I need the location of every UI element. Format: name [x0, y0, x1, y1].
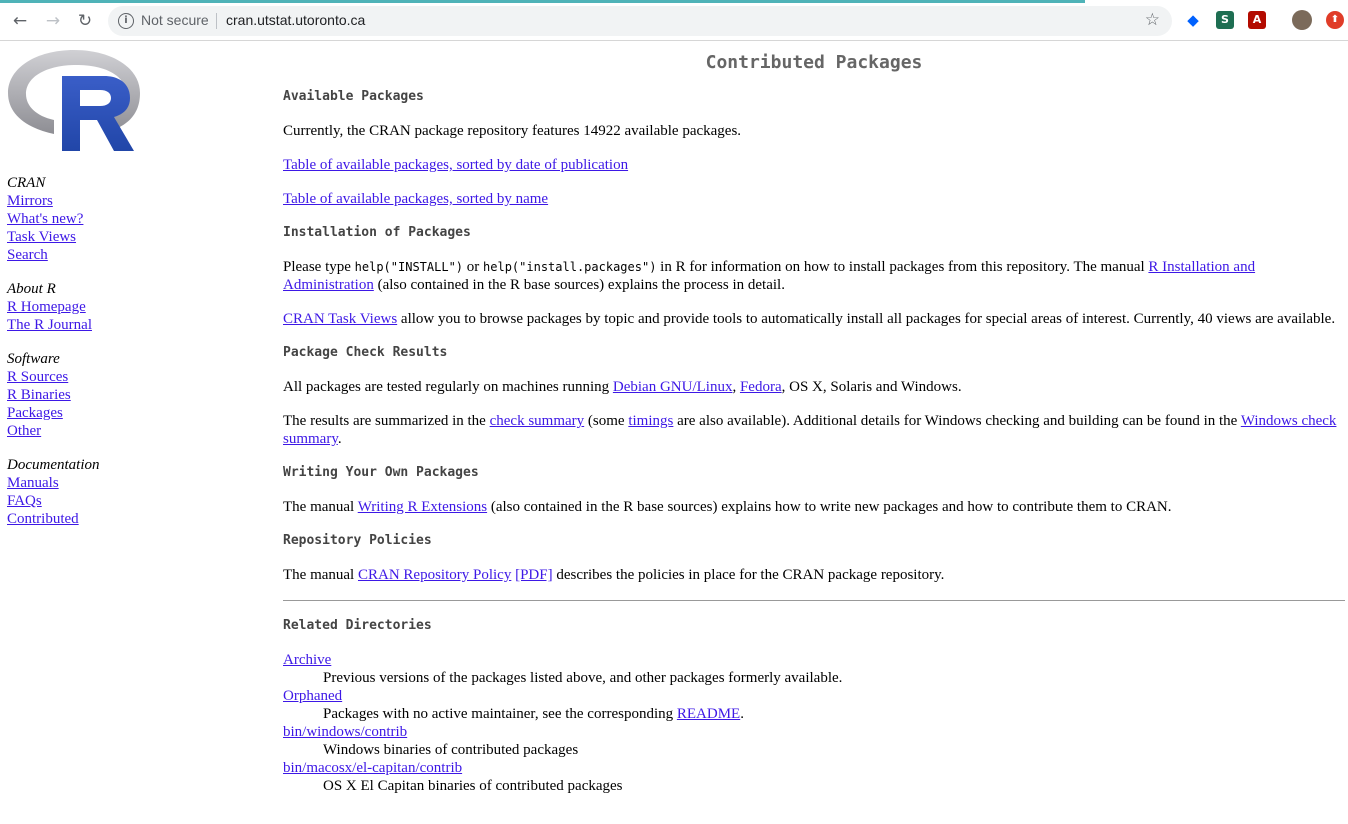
check-summary-paragraph [283, 412, 1345, 448]
text: The manual [283, 567, 358, 583]
link-orphaned[interactable]: Orphaned [283, 688, 343, 704]
forward-icon[interactable]: → [45, 11, 61, 31]
text: (also contained in the R base sources) explains the process in detail. [373, 277, 785, 293]
link-packages-by-name[interactable]: Table of available packages, sorted by name [283, 191, 549, 207]
list-item-description [323, 705, 1345, 723]
browser-toolbar [0, 0, 1348, 41]
text: describes the policies in place for the CRAN package repository. [552, 567, 945, 583]
link-packages-by-date[interactable]: Table of available packages, sorted by date of publication [283, 157, 629, 173]
avatar[interactable] [1292, 10, 1312, 30]
text: All packages are tested regularly on machines running [283, 379, 613, 395]
link-windows-check-summary[interactable]: Windows check summary [283, 413, 1337, 447]
list-item-description: Windows binaries of contributed packages [323, 742, 579, 758]
related-directories-list [283, 651, 1345, 795]
check-paragraph [283, 378, 1345, 396]
text: . [740, 706, 744, 722]
text: Please type [283, 259, 355, 275]
section-heading-available: Available Packages [283, 89, 424, 104]
link-bin-windows-contrib[interactable]: bin/windows/contrib [283, 724, 408, 740]
section-heading-writing: Writing Your Own Packages [283, 465, 479, 480]
list-item [283, 723, 1345, 741]
link-cran-repository-policy[interactable]: CRAN Repository Policy [357, 567, 512, 583]
code-help-install-packages: help("install.packages") [483, 260, 657, 274]
taskviews-paragraph [283, 310, 1345, 328]
link-check-summary[interactable]: check summary [489, 413, 585, 429]
sidebar-link-mirrors[interactable]: Mirrors [7, 193, 53, 209]
sidebar-group-software [7, 350, 207, 440]
main-content [283, 52, 1345, 795]
info-icon[interactable]: i [118, 13, 134, 29]
omnibox-divider [216, 13, 217, 29]
text: Packages with no active maintainer, see the corresponding [323, 706, 677, 722]
paragraph [283, 190, 1345, 208]
text: The results are summarized in the [283, 413, 490, 429]
text: (also contained in the R base sources) explains how to write new packages and how to contribute them to CRAN. [487, 499, 1172, 515]
paragraph [283, 156, 1345, 174]
list-item [283, 759, 1345, 777]
sidebar-heading: About R [7, 281, 56, 297]
r-logo [6, 48, 142, 154]
pdf-icon[interactable]: A [1248, 11, 1266, 29]
text: are also available). Additional details for Windows checking and building can be found in the [673, 413, 1241, 429]
sidebar-heading: CRAN [7, 175, 46, 191]
section-heading-related: Related Directories [283, 618, 432, 633]
link-r-installation-admin[interactable]: R Installation and Administration [283, 259, 1256, 293]
sidebar-link-other[interactable]: Other [7, 423, 42, 439]
available-count-text [283, 122, 1345, 140]
sidebar-link-faqs[interactable]: FAQs [7, 493, 42, 509]
url-text[interactable]: cran.utstat.utoronto.ca [226, 12, 366, 28]
reload-icon[interactable]: ↻ [77, 11, 93, 31]
sidebar-group-about [7, 280, 207, 334]
link-policy-pdf[interactable]: [PDF] [515, 567, 553, 583]
link-cran-task-views[interactable]: CRAN Task Views [283, 311, 398, 327]
back-icon[interactable]: ← [12, 11, 28, 31]
sidebar-link-packages[interactable]: Packages [7, 405, 63, 421]
list-item-description: OS X El Capitan binaries of contributed packages [323, 778, 623, 794]
sidebar-link-search[interactable]: Search [7, 247, 48, 263]
upload-extension-icon[interactable]: ⬆ [1326, 11, 1344, 29]
security-label[interactable]: Not secure [141, 12, 209, 28]
sidebar-link-task-views[interactable]: Task Views [7, 229, 77, 245]
text: , OS X, Solaris and Windows. [781, 379, 962, 395]
sidebar-link-r-homepage[interactable]: R Homepage [7, 299, 86, 315]
sidebar-heading: Software [7, 351, 60, 367]
section-heading-installation: Installation of Packages [283, 225, 471, 240]
section-heading-policies: Repository Policies [283, 533, 432, 548]
list-item-description: Previous versions of the packages listed above, and other packages formerly available. [323, 670, 843, 686]
link-bin-macosx-contrib[interactable]: bin/macosx/el-capitan/contrib [283, 760, 463, 776]
text: or [463, 259, 484, 275]
text: . [337, 431, 342, 447]
link-writing-r-extensions[interactable]: Writing R Extensions [357, 499, 488, 515]
link-fedora[interactable]: Fedora [739, 379, 782, 395]
sidebar-link-contributed[interactable]: Contributed [7, 511, 79, 527]
sidebar-link-r-journal[interactable]: The R Journal [7, 317, 92, 333]
text: , [732, 379, 740, 395]
page-load-progress [0, 0, 1085, 3]
section-heading-check-results: Package Check Results [283, 345, 448, 360]
sidebar-group-documentation [7, 456, 207, 528]
sidebar-link-r-sources[interactable]: R Sources [7, 369, 69, 385]
install-paragraph [283, 258, 1345, 294]
sidebar-nav [7, 174, 207, 544]
list-item [283, 651, 1345, 669]
sidebar-heading: Documentation [7, 457, 100, 473]
link-readme[interactable]: README [676, 706, 741, 722]
sidebar-link-whats-new[interactable]: What's new? [7, 211, 84, 227]
dropbox-icon[interactable]: ◆ [1187, 11, 1199, 29]
sidebar-group-cran [7, 174, 207, 264]
text: (some [584, 413, 629, 429]
address-bar[interactable] [108, 6, 1172, 36]
link-debian[interactable]: Debian GNU/Linux [612, 379, 733, 395]
list-item [283, 687, 1345, 705]
text: The manual [283, 499, 358, 515]
bookmark-star-icon[interactable]: ☆ [1144, 10, 1160, 30]
text: allow you to browse packages by topic and provide tools to automatically install all packages for special areas of interest. Currently, 40 views are available. [397, 311, 1336, 327]
text: available packages. [620, 123, 742, 139]
sidebar-link-r-binaries[interactable]: R Binaries [7, 387, 71, 403]
link-timings[interactable]: timings [628, 413, 674, 429]
sidebar-link-manuals[interactable]: Manuals [7, 475, 59, 491]
page-title: Contributed Packages [705, 52, 923, 73]
text: Currently, the CRAN package repository features [283, 123, 584, 139]
code-help-install: help("INSTALL") [354, 260, 464, 274]
link-archive[interactable]: Archive [283, 652, 332, 668]
writing-paragraph [283, 498, 1345, 516]
package-count: 14922 [583, 123, 621, 139]
text: in R for information on how to install packages from this repository. The manual [656, 259, 1149, 275]
divider [283, 600, 1345, 601]
policies-paragraph [283, 566, 1345, 584]
s-extension-icon[interactable]: S [1216, 11, 1234, 29]
